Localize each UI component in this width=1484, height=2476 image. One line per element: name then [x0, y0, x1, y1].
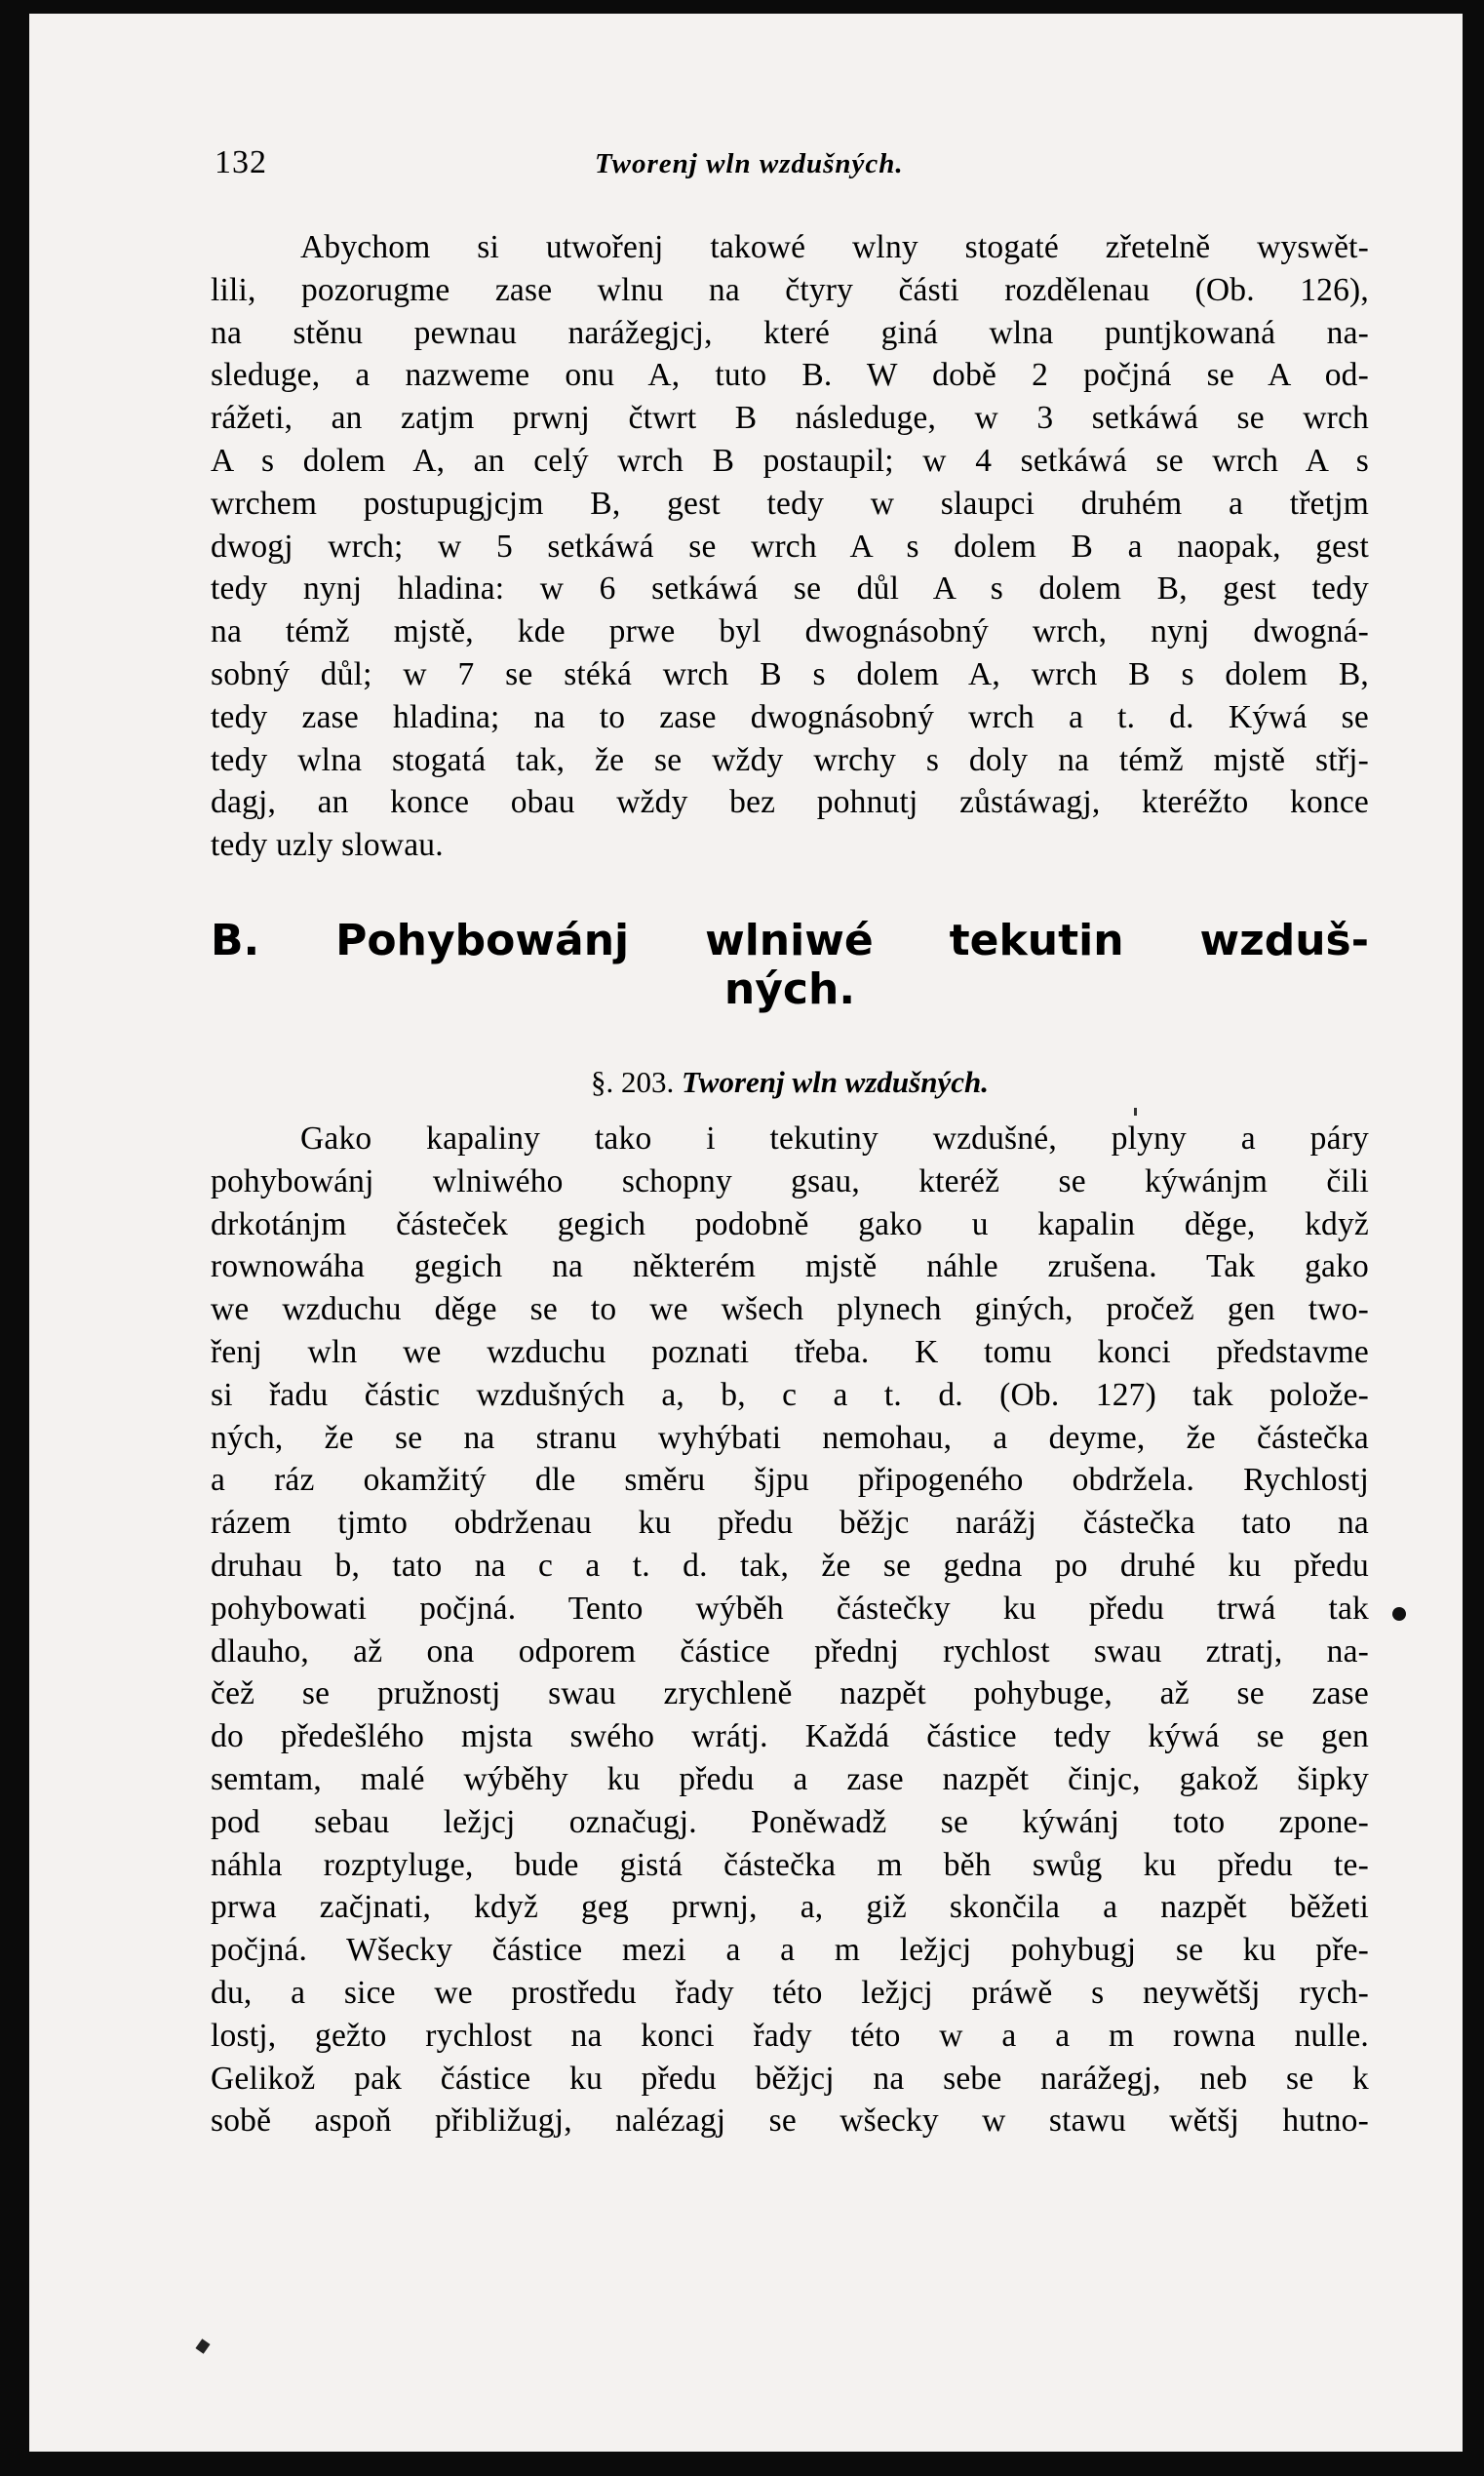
text-line: lili, pozorugme zase wlnu na čtyry části rozdělenau (Ob. 126),	[211, 271, 1369, 308]
text-line: a ráz okamžitý dle směru šjpu připogeného obdržela. Rychlostj	[211, 1462, 1369, 1499]
text-line: sleduge, a nazweme onu A, tuto B. W době 2 počjná se A od-	[211, 357, 1369, 394]
text-line: řenj wln we wzduchu poznati třeba. K tomu konci představme	[211, 1333, 1369, 1370]
page-header	[215, 144, 1365, 193]
text-line: dagj, an konce obau wždy bez pohnutj zůstáwagj, kteréžto konce	[211, 784, 1369, 821]
text-line: we wzduchu děge se to we wšech plynech giných, pročež gen two-	[211, 1291, 1369, 1328]
text-line: sobný důl; w 7 se stéká wrch B s dolem A, wrch B s dolem B,	[211, 655, 1369, 692]
text-line: pod sebau ležjcj označugj. Poněwadž se kýwánj toto zpone-	[211, 1803, 1369, 1840]
text-line: tedy zase hladina; na to zase dwognásobný wrch a t. d. Kýwá se	[211, 698, 1369, 735]
text-line: prwa začjnati, když geg prwnj, a, giž skončila a nazpět běžeti	[211, 1889, 1369, 1926]
text-line: semtam, malé wýběhy ku předu a zase nazpět činjc, gakož šipky	[211, 1760, 1369, 1797]
paragraph-1	[211, 226, 1369, 867]
text-line: čež se pružnostj swau zrychleně nazpět pohybuge, až se zase	[211, 1675, 1369, 1712]
ink-mark	[1134, 1108, 1137, 1116]
text-line: náhla rozptyluge, bude gistá částečka m běh swůg ku předu te-	[211, 1846, 1369, 1883]
margin-dot	[1392, 1607, 1406, 1621]
text-line: rážeti, an zatjm prwnj čtwrt B následuge, w 3 setkáwá se wrch	[211, 400, 1369, 437]
section-heading-line-1: B. Pohybowánj wlniwé tekutin wzduš-	[211, 916, 1369, 965]
text-line: du, a sice we prostředu řady této ležjcj práwě s neywětšj rych-	[211, 1974, 1369, 2011]
text-line: dwogj wrch; w 5 setkáwá se wrch A s dolem B a naopak, gest	[211, 528, 1369, 565]
text-line: tedy wlna stogatá tak, že se wždy wrchy s doly na témž mjstě střj-	[211, 741, 1369, 778]
text-line: Abychom si utwořenj takowé wlny stogaté zřetelně wyswět-	[300, 229, 1369, 265]
running-title: Tworenj wln wzdušných.	[595, 148, 904, 179]
text-line: počjná. Wšecky částice mezi a a m ležjcj pohybugj se ku pře-	[211, 1932, 1369, 1969]
text-line: tedy nynj hladina: w 6 setkáwá se důl A s dolem B, gest tedy	[211, 570, 1369, 608]
text-line: drkotánjm částeček gegich podobně gako u kapalin děge, když	[211, 1205, 1369, 1242]
text-line: tedy uzly slowau.	[211, 827, 444, 864]
page-number: 132	[215, 144, 267, 180]
section-number: §. 203.	[591, 1065, 675, 1099]
paragraph-2	[211, 1118, 1369, 2142]
text-line: do předešlého mjsta swého wrátj. Každá částice tedy kýwá se gen	[211, 1718, 1369, 1755]
text-line: ných, že se na stranu wyhýbati nemohau, a deyme, že částečka	[211, 1419, 1369, 1456]
text-line: pohybowánj wlniwého schopny gsau, kteréž se kýwánjm čili	[211, 1162, 1369, 1199]
text-line: rownowáha gegich na některém mjstě náhle zrušena. Tak gako	[211, 1248, 1369, 1285]
text-line: wrchem postupugjcjm B, gest tedy w slaupci druhém a třetjm	[211, 485, 1369, 522]
section-subtitle	[211, 1065, 1369, 1100]
text-line: lostj, gežto rychlost na konci řady této w a a m rowna nulle.	[211, 2017, 1369, 2054]
section-title: Tworenj wln wzdušných.	[682, 1065, 989, 1099]
text-line: rázem tjmto obdrženau ku předu běžjc narážj částečka tato na	[211, 1505, 1369, 1542]
text-line: dlauho, až ona odporem částice přednj rychlost swau ztratj, na-	[211, 1632, 1369, 1670]
text-line: A s dolem A, an celý wrch B postaupil; w 4 setkáwá se wrch A s	[211, 442, 1369, 479]
text-line: na stěnu pewnau narážegjcj, které giná wlna puntjkowaná na-	[211, 314, 1369, 351]
text-line: Gelikož pak částice ku předu běžjcj na sebe narážegj, neb se k	[211, 2060, 1369, 2097]
text-line: Gako kapaliny tako i tekutiny wzdušné, plyny a páry	[300, 1120, 1369, 1157]
text-line: sobě aspoň přibližugj, nalézagj se wšecky w stawu wětšj hutno-	[211, 2103, 1369, 2140]
text-line: na témž mjstě, kde prwe byl dwognásobný wrch, nynj dwogná-	[211, 613, 1369, 650]
section-heading	[211, 917, 1369, 1014]
section-heading-line-2: ných.	[723, 964, 856, 1014]
text-line: pohybowati počjná. Tento wýběh částečky ku předu trwá tak	[211, 1590, 1369, 1627]
scan-edge	[1463, 0, 1484, 2476]
text-line: druhau b, tato na c a t. d. tak, že se gedna po druhé ku předu	[211, 1547, 1369, 1584]
text-line: si řadu částic wzdušných a, b, c a t. d. (Ob. 127) tak polože-	[211, 1376, 1369, 1413]
